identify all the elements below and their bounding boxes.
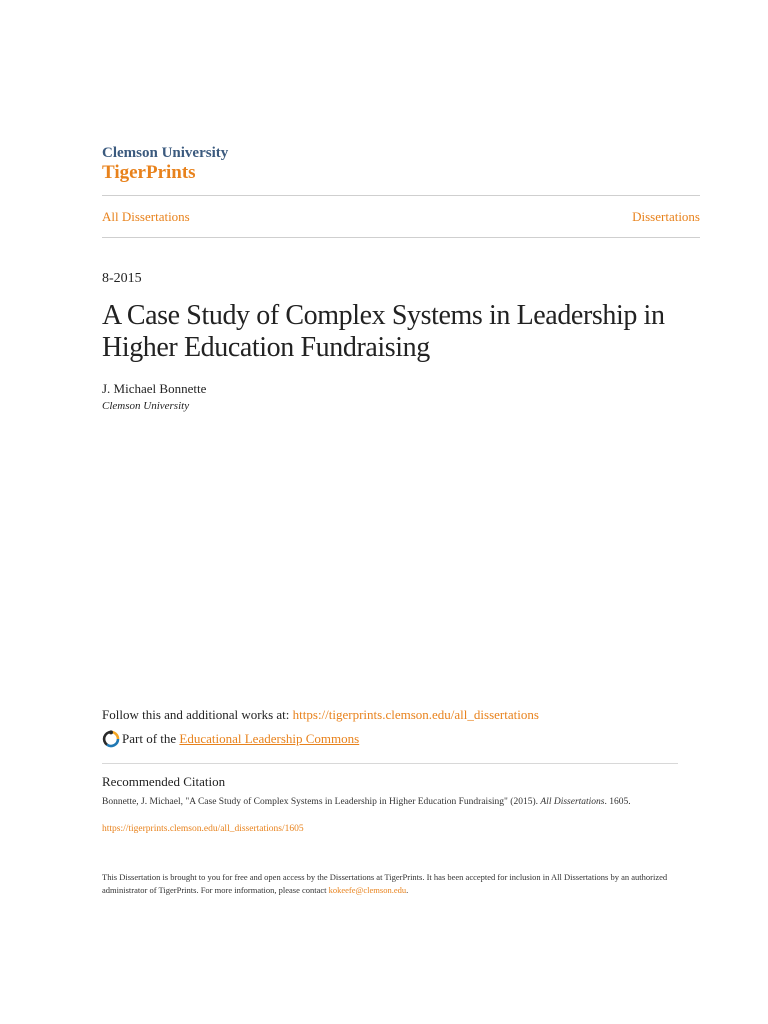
part-of-line (102, 730, 359, 748)
educational-leadership-commons-link[interactable]: Educational Leadership Commons (179, 731, 360, 746)
contact-email-link[interactable]: kokeefe@clemson.edu (328, 885, 407, 895)
author-affiliation: Clemson University (102, 400, 190, 412)
citation-url-link[interactable]: https://tigerprints.clemson.edu/all_dissertations/1605 (102, 824, 304, 834)
section-divider (102, 763, 678, 764)
citation-main: Bonnette, J. Michael, "A Case Study of Complex Systems in Leadership in Higher Education Fundraising" (2015). (102, 797, 541, 807)
publication-date: 8-2015 (102, 271, 142, 286)
paper-title: A Case Study of Complex Systems in Leadership in Higher Education Fundraising (102, 300, 665, 363)
network-commons-icon (102, 730, 120, 748)
follow-line (102, 707, 539, 723)
citation-text (102, 796, 672, 809)
collection-nav (102, 195, 700, 238)
follow-prefix: Follow this and additional works at: (102, 707, 293, 722)
citation-suffix: . 1605. (604, 797, 631, 807)
follow-url-link[interactable]: https://tigerprints.clemson.edu/all_dissertations (292, 707, 539, 722)
access-statement-text: This Dissertation is brought to you for free and open access by the Dissertations at TigerPrints. It has been accepted for inclusion in All Dissertations by an authorized administrator of TigerPrints. For more information, please contact (102, 872, 668, 895)
part-of-prefix: Part of the (122, 731, 180, 746)
dissertations-link[interactable]: Dissertations (632, 208, 700, 224)
recommended-citation-heading: Recommended Citation (102, 774, 226, 789)
citation-series: All Dissertations (540, 797, 605, 807)
citation-url-line (102, 823, 304, 836)
access-statement (102, 871, 682, 897)
university-name: Clemson University (102, 145, 229, 161)
repository-name[interactable]: TigerPrints (102, 162, 196, 183)
all-dissertations-link[interactable]: All Dissertations (102, 208, 190, 224)
author-name: J. Michael Bonnette (102, 381, 207, 396)
brand-header (102, 145, 228, 184)
access-statement-end: . (406, 885, 409, 895)
